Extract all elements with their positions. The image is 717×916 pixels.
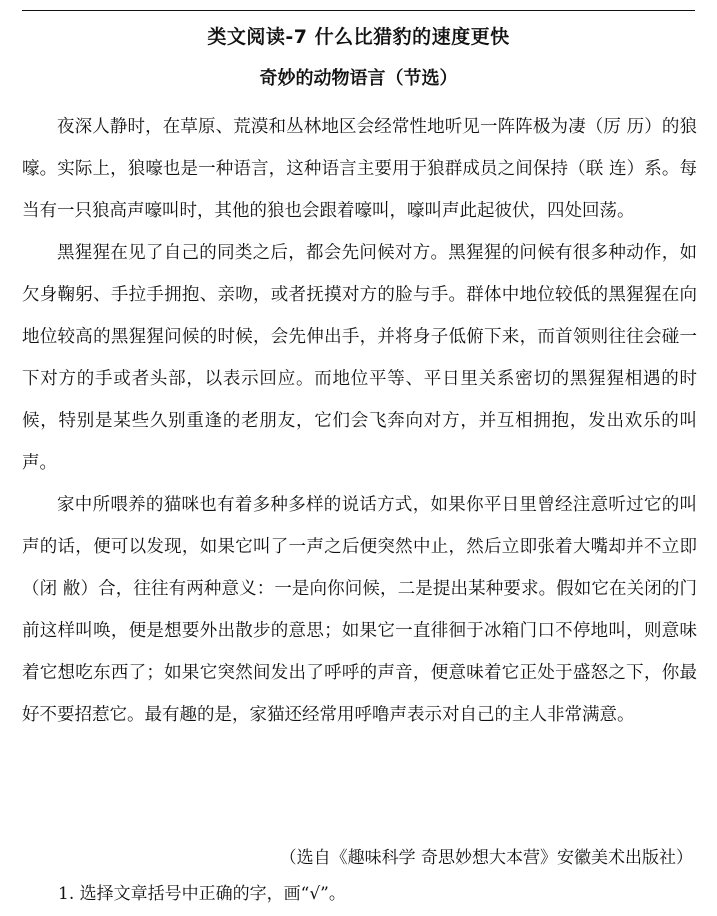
article-body [22,106,697,736]
article-title: 奇妙的动物语言（节选） [259,68,458,89]
page-title: 类文阅读-7 什么比猎豹的速度更快 [207,26,510,48]
source-citation: （选自《趣味科学 奇思妙想大本营》安徽美术出版社） [279,848,693,868]
question-1: 1. 选择文章括号中正确的字，画“√”。 [58,884,346,904]
paragraph-chimpanzee: 黑猩猩在见了自己的同类之后，都会先问候对方。黑猩猩的问候有很多种动作，如欠身鞠躬、手拉手拥抱、亲吻，或者抚摸对方的脸与手。群体中地位较低的黑猩猩在向地位较高的黑猩猩问候的时候，会先伸出手，并将身子低俯下来，而首领则往往会碰一下对方的手或者头部，以表示回应。而地位平等、平日里关系密切的黑猩猩相遇的时候，特别是某些久别重逢的老朋友，它们会飞奔向对方，并互相拥抱，发出欢乐的叫声。 [22,243,697,473]
top-rule [22,10,695,11]
paragraph-wolf: 夜深人静时，在草原、荒漠和丛林地区会经常性地听见一阵阵极为凄（厉 历）的狼嚎。实际上，狼嚎也是一种语言，这种语言主要用于狼群成员之间保持（联 连）系。每当有一只狼高声嚎叫时，其他的狼也会跟着嚎叫，嚎叫声此起彼伏，四处回荡。 [22,117,697,221]
paragraph-cat: 家中所喂养的猫咪也有着多种多样的说话方式，如果你平日里曾经注意听过它的叫声的话，便可以发现，如果它叫了一声之后便突然中止，然后立即张着大嘴却并不立即（闭 敝）合，往往有两种意义：一是向你问候，二是提出某种要求。假如它在关闭的门前这样叫唤，便是想要外出散步的意思；如果它一直徘徊于冰箱门口不停地叫，则意味着它想吃东西了；如果它突然间发出了呼呼的声音，便意味着它正处于盛怒之下，你最好不要招惹它。最有趣的是，家猫还经常用呼噜声表示对自己的主人非常满意。 [22,495,697,725]
